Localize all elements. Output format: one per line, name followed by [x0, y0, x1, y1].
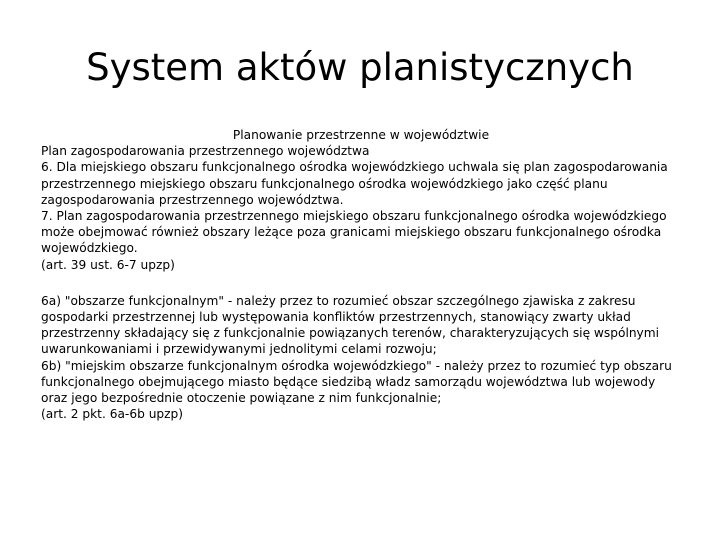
slide-title: System aktów planistycznych: [86, 46, 634, 89]
slide-body: [41, 127, 681, 422]
paragraph-7: 7. Plan zagospodarowania przestrzennego miejskiego obszaru funkcjonalnego ośrodka wojewódzkiego może obejmować również obszary leżące poza granicami miejskiego obszaru funkcjonalnego ośrodka wojewódzkiego.: [41, 209, 667, 256]
section-heading: Planowanie przestrzenne w województwie: [232, 128, 490, 142]
spacer: [41, 273, 681, 293]
section-subheading: Plan zagospodarowania przestrzennego województwa: [41, 144, 370, 159]
paragraph-6: 6. Dla miejskiego obszaru funkcjonalnego ośrodka wojewódzkiego uchwala się plan zagospodarowania przestrzennego miejskiego obszaru funkcjonalnego ośrodka wojewódzkiego jako część planu zagospodarowania przestrzennego województwa.: [41, 160, 668, 207]
citation-art-2: (art. 2 pkt. 6a-6b upzp): [41, 407, 184, 422]
definition-6b: 6b) "miejskim obszarze funkcjonalnym ośrodka wojewódzkiego" - należy przez to rozumieć typ obszaru funkcjonalnego obejmującego miasto będące siedzibą władz samorządu województwa lub wojewody oraz jego bezpośrednie otoczenie powiązane z nim funkcjonalnie;: [41, 358, 672, 406]
citation-art-39: (art. 39 ust. 6-7 upzp): [41, 257, 175, 272]
definition-6a: 6a) "obszarze funkcjonalnym" - należy przez to rozumieć obszar szczególnego zjawiska z zakresu gospodarki przestrzennej lub występowania konfliktów przestrzennych, stanowiący zwarty układ przestrzenny składający się z funkcjonalnie powiązanych terenów, charakteryzujących się wspólnymi uwarunkowaniami i przewidywanymi jednolitymi celami rozwoju;: [41, 293, 660, 357]
